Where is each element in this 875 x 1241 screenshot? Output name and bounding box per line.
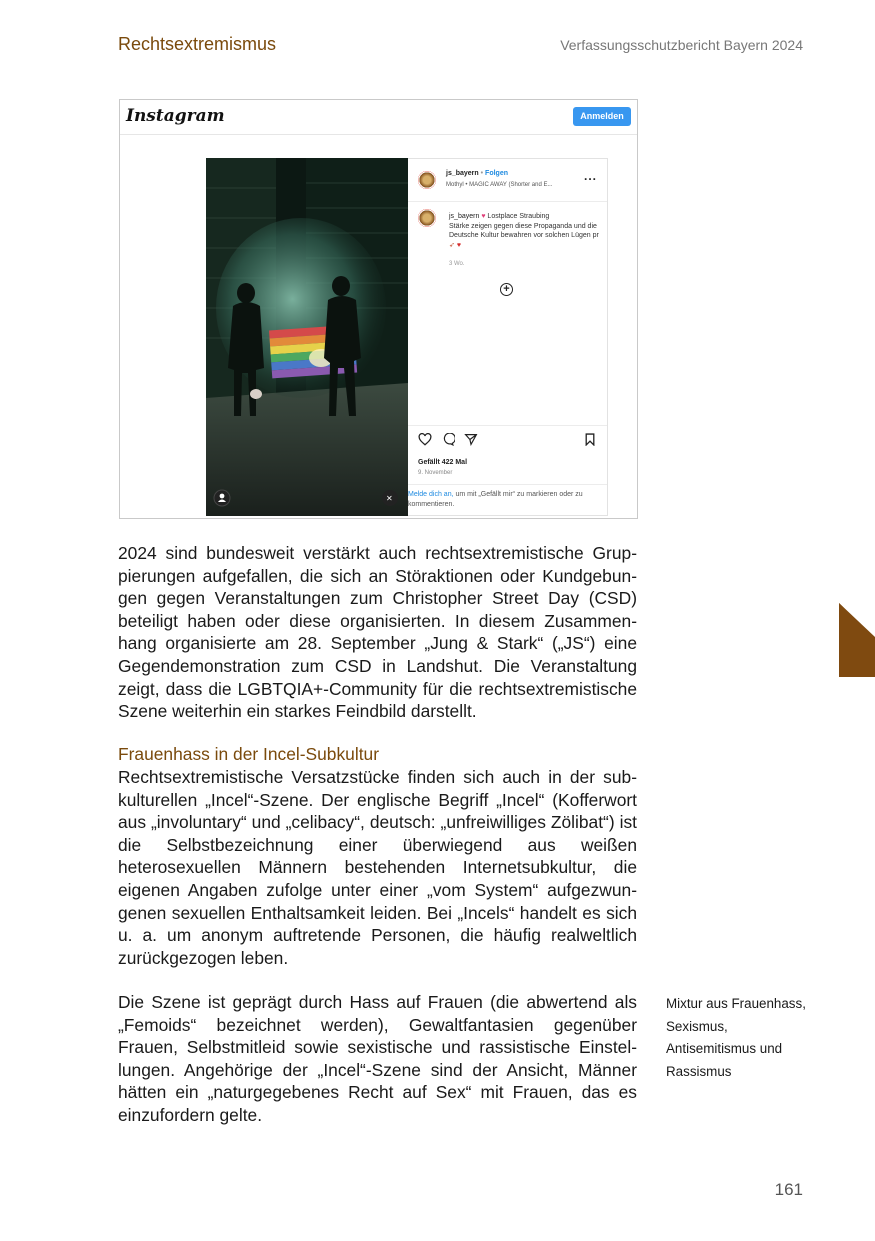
post-panel	[408, 158, 608, 516]
plus-icon[interactable]: +	[500, 283, 513, 296]
paragraph-1-text: 2024 sind bundesweit verstärkt auch rechtsextremistische Gruppierungen aufgefallen, die sich an Störaktionen oder Kundgebungen gegen Veranstaltungen zum Christopher Street Day (CSD) beteiligt haben oder diese organisierten. In diesem Zusammenhang organisierte am 28. September „Jung & Stark“ („JS“) eine Gegendemonstration zum CSD in Landshut. Die Veranstaltung zeigt, dass die LGBTQIA+-Community für die rechtsextremistische Szene weiterhin ein starkes Feindbild darstellt.	[118, 543, 637, 722]
instagram-screenshot	[119, 99, 638, 519]
instagram-logo: Instagram	[126, 106, 225, 126]
divider	[408, 425, 607, 426]
avatar[interactable]	[418, 209, 436, 227]
running-header-section: Rechtsextremismus	[118, 34, 277, 54]
running-header-report: Verfassungsschutzbericht Bayern 2024	[560, 37, 803, 53]
paragraph-3-text: Die Szene ist geprägt durch Hass auf Frauen (die abwertend als „Femoids“ bezeichnet werden), Gewaltfantasien gegenüber Frauen, Selbstmitleid sowie sexistische und rassistische Einstellungen. Angehörige der „Incel“-Szene sind der Ansicht, Männer hätten ein „naturgegebenes Recht auf Sex“ mit Frauen, das es einzufordern gelte.	[118, 992, 637, 1125]
caption-time: 3 Wo.	[449, 261, 465, 267]
post-photo	[206, 158, 408, 516]
login-button[interactable]: Anmelden	[573, 107, 631, 126]
divider	[120, 134, 637, 135]
likes-count: Gefällt 422 Mal	[418, 459, 468, 466]
action-bar	[418, 433, 598, 447]
divider	[408, 484, 607, 485]
account-name[interactable]: js_bayern	[446, 170, 479, 177]
post-date: 9. November	[418, 470, 453, 476]
login-prompt	[408, 490, 604, 510]
login-prompt-text: um mit „Gefällt mir“ zu markieren oder zu kommentieren.	[408, 491, 583, 508]
svg-text:✕: ✕	[386, 494, 393, 503]
user-icon[interactable]	[214, 490, 230, 506]
rocket-icon: ➶	[449, 241, 455, 249]
login-link[interactable]: Melde dich an,	[408, 491, 454, 498]
paragraph-3	[118, 991, 637, 1127]
share-icon[interactable]	[464, 433, 478, 446]
caption-text: Stärke zeigen gegen diese Propaganda und die Deutsche Kultur bewahren vor solchen Lügen pr	[449, 222, 599, 240]
heart-icon[interactable]	[418, 433, 432, 446]
caption-user[interactable]: js_bayern	[449, 213, 480, 220]
red-heart-icon: ♥	[456, 241, 461, 249]
music-info[interactable]: Mothyl • MAGIC AWAY (Shorter and E...	[446, 182, 553, 188]
comment-icon[interactable]	[441, 433, 455, 446]
caption-location[interactable]: Lostplace Straubing	[487, 213, 550, 220]
caption	[449, 212, 599, 250]
bookmark-icon[interactable]	[584, 433, 596, 446]
paragraph-1	[118, 542, 637, 723]
separator-dot: •	[480, 170, 484, 177]
heart-small-icon: ♥	[481, 213, 486, 220]
section-heading: Frauenhass in der Incel-Subkultur	[118, 744, 379, 764]
more-options-icon[interactable]: ...	[583, 169, 597, 183]
paragraph-2	[118, 766, 637, 969]
mute-icon[interactable]	[382, 490, 398, 506]
page-number: 161	[774, 1180, 803, 1199]
divider	[408, 201, 607, 202]
chapter-tab	[839, 603, 875, 677]
margin-note: Mixtur aus Frauenhass, Sexismus, Antisemitismus und Rassismus	[666, 996, 806, 1079]
avatar[interactable]	[418, 171, 436, 189]
follow-link[interactable]: Folgen	[485, 170, 508, 177]
paragraph-2-text: Rechtsextremistische Versatzstücke finden sich auch in der subkulturellen „Incel“-Szene. Der englische Begriff „Incel“ (Kofferwort aus „involuntary“ und „celibacy“, deutsch: „unfreiwilliges Zölibat“) ist die Selbstbezeichnung einer überwiegend aus weißen heterosexuellen Männern bestehenden Internetsubkultur, die eigenen Angaben zufolge unter einer „vom System“ aufgezwungenen sexuellen Enthaltsamkeit leiden. Bei „Incels“ handelt es sich u. a. um anonym auftretende Personen, die häufig realweltlich zurückgezogen leben.	[118, 767, 637, 968]
